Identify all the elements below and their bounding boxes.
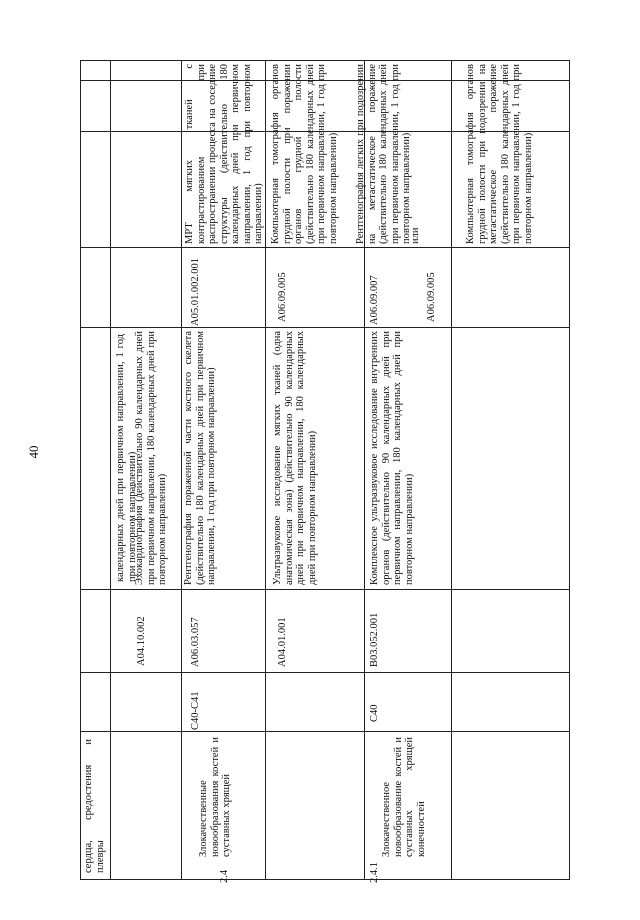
page-number: 40: [26, 445, 41, 459]
alternative-description: Компьютерная томография органов грудной полости при поражении органов грудной полости (действительно 180 календарных дней при первичном направлении, 1 год при повторном направлении): [269, 64, 338, 244]
alternative-code-cell: [265, 247, 364, 327]
service-cell: [81, 327, 110, 589]
diagnosis-name: Злокачественные новообразования костей и суставных хрящей: [198, 737, 233, 857]
alternative-code-cell: [181, 247, 265, 327]
service-description: Эхокардиография (действительно 90 календарных дней при первичном направлении, 180 календарных дней при повторном направлении): [134, 331, 169, 585]
alternative-code-cell: [364, 247, 451, 327]
alternative-cell: [451, 61, 571, 247]
row-number: 2.4: [219, 869, 231, 883]
service-description: Ультразвуковое исследование мягких тканей (одна анатомическая зона) (действительно 90 календарных дней при первичном направлении, 180 календарных дней при повторном направлении): [271, 331, 318, 585]
service-cell: [181, 327, 265, 589]
alternative-description: Компьютерная томография органов грудной полости при подозрении на метастатическое поражение (действительно 180 календарных дней при первичном направлении, 1 год при повторном направлении): [465, 64, 534, 244]
document-table: [80, 60, 570, 883]
alternative-description: Рентгенография легких при подозрении на метастатическое поражение (действительно 180 календарных дней при первичном направлении, 1 год при повторном направлении): [354, 64, 412, 244]
service-description: Рентгенография пораженной части костного скелета (действительно 180 календарных дней при первичном направлении, 1 год при повторном направлении): [182, 331, 217, 585]
service-description: Комплексное ультразвуковое исследование внутренних органов (действительно 90 календарных дней при первичном направлении, 180 календарных дней при повторном направлении): [368, 331, 415, 585]
service-cell: [110, 327, 181, 589]
service-code-cell: [364, 589, 451, 672]
row-number: 2.4.1: [369, 862, 381, 883]
diagnosis-cell: [181, 731, 265, 881]
alternative-description: МРТ мягких тканей с контрастированием при распространении процесса на соседние структуры (действительно 180 календарных дней при первичном направлении, 1 год при повторном направлении): [184, 64, 264, 244]
alternative-cell: [265, 61, 364, 247]
diagnosis-name: Злокачественное новообразование костей и суставных хрящей конечностей: [381, 737, 427, 857]
alternative-separator: или: [410, 227, 422, 244]
diagnosis-cell: [364, 731, 451, 881]
alternative-cell: [181, 61, 265, 247]
service-code: A04.10.002: [135, 615, 147, 666]
diagnosis-name: сердца, средостения и плевры: [83, 739, 106, 873]
service-code-cell: [181, 589, 265, 672]
icd-cell: [364, 672, 451, 731]
rule-line: [81, 672, 569, 673]
alternative-code: A05.01.002.001: [189, 258, 201, 326]
alternative-code: A06.09.005: [276, 272, 288, 322]
icd-code: C40-C41: [189, 690, 201, 730]
icd-cell: [181, 672, 265, 731]
service-code-cell: [110, 589, 181, 672]
alternative-separator-cell: [364, 61, 451, 247]
service-code-cell: [265, 589, 364, 672]
service-code: B03.052.001: [369, 612, 381, 667]
alternative-code: A06.09.005: [425, 272, 437, 322]
service-description: календарных дней при первичном направлении, 1 год при повторном направлении): [114, 334, 137, 582]
alternative-code: A06.09.007: [369, 275, 381, 325]
icd-code: C40: [369, 703, 381, 722]
service-code: A04.01.001: [276, 616, 288, 667]
service-cell: [364, 327, 451, 589]
service-cell: [265, 327, 364, 589]
service-code: A06.03.057: [189, 616, 201, 667]
diagnosis-cell: [81, 731, 181, 881]
